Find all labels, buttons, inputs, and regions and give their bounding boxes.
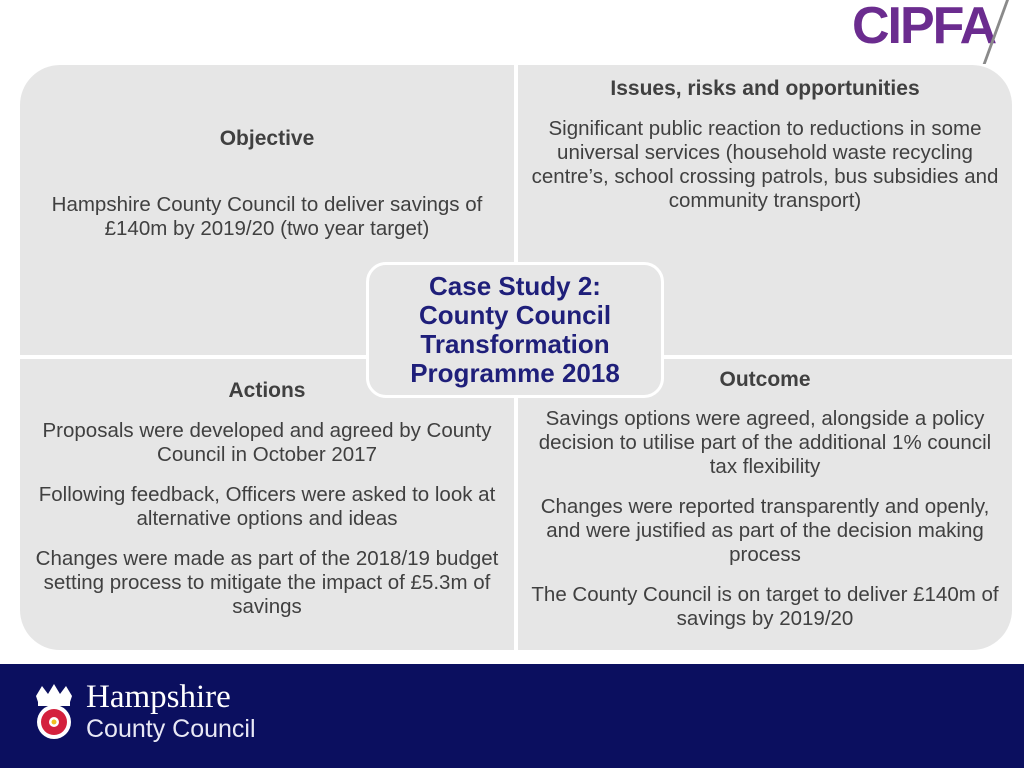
cipfa-logo-text: CIPFA <box>852 0 996 55</box>
case-study-title: Case Study 2: County Council Transformation Programme 2018 <box>410 271 620 388</box>
actions-title: Actions <box>228 379 306 402</box>
footer-bar <box>0 664 1024 768</box>
objective-text: Hampshire County Council to deliver savings of £140m by 2019/20 (two year target) <box>51 193 483 240</box>
actions-panel <box>20 359 514 650</box>
actions-item: Proposals were developed and agreed by County Council in October 2017 <box>42 419 492 466</box>
actions-item: Following feedback, Officers were asked to look at alternative options and ideas <box>38 483 496 530</box>
outcome-item: The County Council is on target to deliver £140m of savings by 2019/20 <box>531 583 999 630</box>
issues-title: Issues, risks and opportunities <box>610 77 920 100</box>
outcome-title: Outcome <box>719 368 811 391</box>
footer-org-line1: Hampshire <box>86 679 231 715</box>
hampshire-crest-icon <box>32 682 76 742</box>
outcome-panel <box>518 359 1012 650</box>
actions-item: Changes were made as part of the 2018/19 budget setting process to mitigate the impact of £5.3m of savings <box>35 547 499 618</box>
outcome-item: Savings options were agreed, alongside a policy decision to utilise part of the additional 1% council tax flexibility <box>538 407 992 478</box>
case-study-title-box <box>366 262 664 398</box>
outcome-list <box>528 407 1002 647</box>
objective-title: Objective <box>219 127 315 150</box>
cipfa-logo <box>846 0 1024 64</box>
actions-list <box>30 419 504 635</box>
footer-org-line2: County Council <box>86 715 256 743</box>
issues-text: Significant public reaction to reductions in some universal services (household waste recycling centre’s, school crossing patrols, bus subsidies and community transport) <box>531 117 999 212</box>
outcome-item: Changes were reported transparently and openly, and were justified as part of the decision making process <box>540 495 990 566</box>
hampshire-county-council-logo <box>86 679 256 743</box>
